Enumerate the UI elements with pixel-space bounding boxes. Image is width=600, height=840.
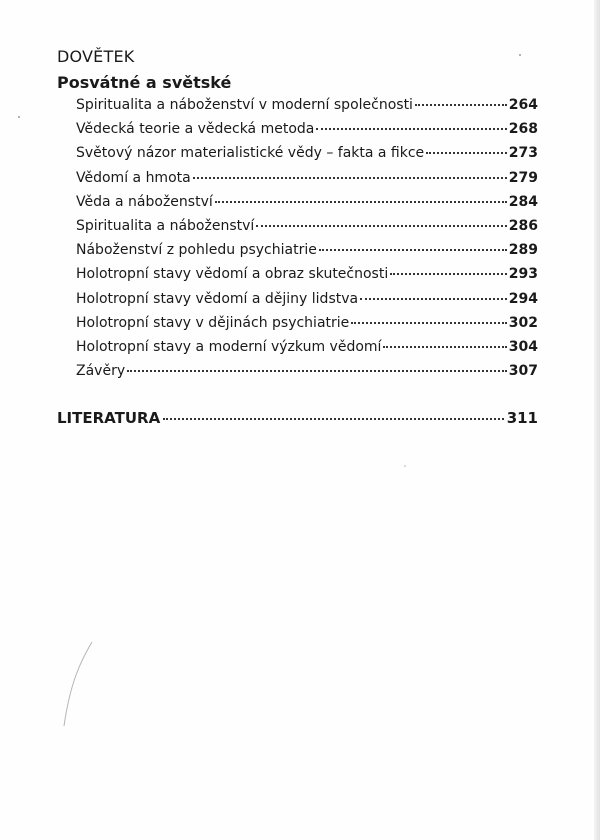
- section-title: Posvátné a světské: [57, 73, 232, 92]
- dot-leader: [390, 273, 507, 275]
- toc-entry: [76, 363, 538, 387]
- toc-entry: [76, 339, 538, 363]
- literature-title: LITERATURA: [57, 409, 161, 427]
- toc-entry: [76, 145, 538, 169]
- paper-speck: [517, 52, 523, 58]
- dot-leader: [426, 152, 507, 154]
- paper-speck: [402, 463, 408, 469]
- table-of-contents: [76, 97, 538, 387]
- toc-entry-title: Náboženství z pohledu psychiatrie: [76, 242, 317, 259]
- literature-page: 311: [506, 409, 538, 427]
- toc-entry-page: 284: [508, 193, 538, 210]
- toc-entry: [76, 242, 538, 266]
- toc-entry-page: 286: [508, 217, 538, 234]
- toc-entry-title: Vědecká teorie a vědecká metoda: [76, 121, 315, 138]
- toc-entry-page: 307: [508, 363, 538, 380]
- dot-leader: [193, 177, 507, 179]
- toc-entry: [76, 266, 538, 290]
- page-edge: [594, 0, 600, 840]
- toc-entry-title: Holotropní stavy v dějinách psychiatrie: [76, 314, 350, 331]
- pencil-mark: [58, 640, 98, 730]
- toc-entry-title: Holotropní stavy vědomí a obraz skutečnosti: [76, 266, 389, 283]
- toc-entry-page: 304: [508, 338, 538, 355]
- toc-entry: [76, 315, 538, 339]
- toc-entry-page: 294: [508, 290, 538, 307]
- toc-entry-title: Vědomí a hmota: [76, 169, 191, 186]
- toc-entry-page: 302: [508, 314, 538, 331]
- toc-entry-page: 268: [508, 121, 538, 138]
- dot-leader: [383, 346, 506, 348]
- dot-leader: [163, 418, 504, 420]
- toc-entry: [76, 121, 538, 145]
- toc-entry-title: Závěry: [76, 363, 126, 380]
- paper-speck: [16, 114, 22, 120]
- toc-entry-title: Spiritualita a náboženství: [76, 217, 255, 234]
- toc-entry-page: 264: [508, 97, 538, 113]
- toc-entry-page: 293: [508, 266, 538, 283]
- toc-entry-page: 289: [508, 242, 538, 259]
- dot-leader: [316, 128, 506, 130]
- dot-leader: [256, 225, 506, 227]
- literature-entry: [57, 409, 538, 427]
- dot-leader: [415, 104, 507, 106]
- toc-entry: [76, 97, 538, 121]
- toc-entry-title: Věda a náboženství: [76, 193, 213, 210]
- dot-leader: [360, 298, 507, 300]
- toc-entry: [76, 194, 538, 218]
- toc-entry: [76, 170, 538, 194]
- dot-leader: [351, 322, 506, 324]
- section-label: DOVĚTEK: [57, 47, 135, 66]
- toc-entry-page: 273: [508, 145, 538, 162]
- toc-entry-title: Holotropní stavy vědomí a dějiny lidstva: [76, 290, 359, 307]
- dot-leader: [215, 201, 507, 203]
- dot-leader: [319, 249, 507, 251]
- toc-entry: [76, 218, 538, 242]
- toc-entry-title: Světový názor materialistické vědy – fakta a fikce: [76, 145, 425, 162]
- toc-entry-page: 279: [508, 169, 538, 186]
- toc-entry-title: Holotropní stavy a moderní výzkum vědomí: [76, 338, 382, 355]
- toc-entry: [76, 291, 538, 315]
- dot-leader: [127, 370, 507, 372]
- toc-entry-title: Spiritualita a náboženství v moderní společnosti: [76, 97, 413, 113]
